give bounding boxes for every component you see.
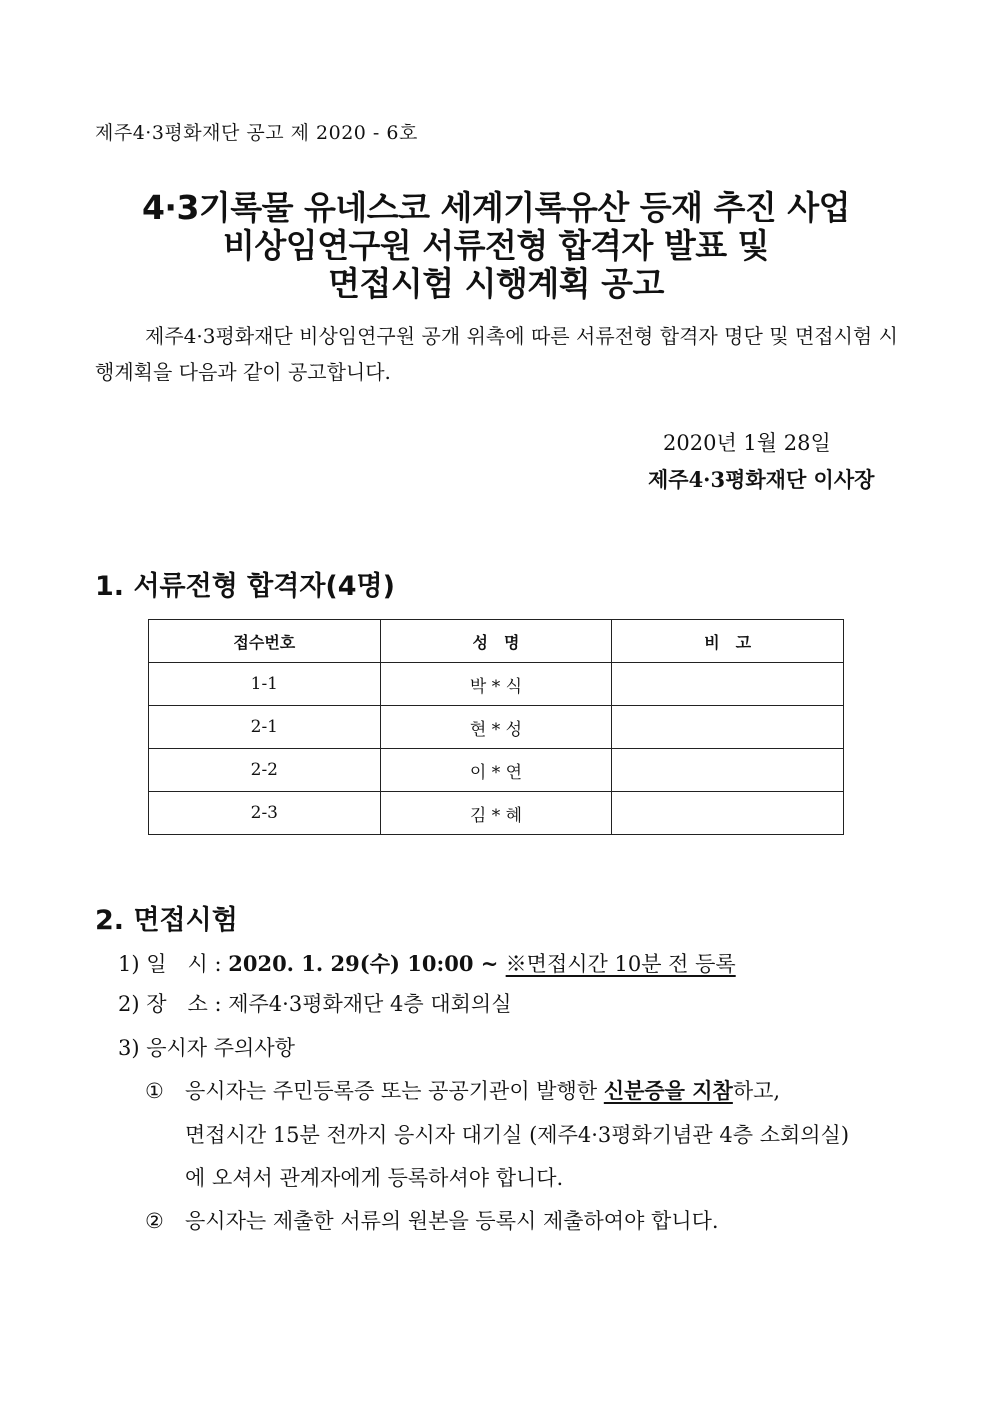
cell-name: 김 * 혜 [380,792,612,835]
cell-receipt-no: 2-2 [149,749,381,792]
cell-remarks [612,706,844,749]
caution-1-text-post: 하고, [732,1079,781,1103]
caution-1-line-2: 면접시간 15분 전까지 응시자 대기실 (제주4·3평화기념관 4층 소회의실) [185,1123,850,1147]
intro-paragraph: 제주4·3평화재단 비상임연구원 공개 위촉에 따른 서류전형 합격자 명단 및 면접시험 시행계획을 다음과 같이 공고합니다. [95,324,898,384]
caution-2-number: ② [145,1209,164,1233]
table-header-row [149,620,844,663]
interview-datetime [118,948,736,978]
cell-remarks [612,792,844,835]
caution-1-line-3: 에 오셔서 관계자에게 등록하셔야 합니다. [185,1166,564,1190]
applicant-cautions-heading: 3) 응시자 주의사항 [118,1036,295,1060]
cell-name: 이 * 연 [380,749,612,792]
table-row [149,663,844,706]
cell-remarks [612,749,844,792]
cell-receipt-no: 1-1 [149,663,381,706]
interview-location [118,988,512,1018]
datetime-note: ※면접시간 10분 전 등록 [505,952,736,976]
cell-name: 박 * 식 [380,663,612,706]
cell-receipt-no: 2-3 [149,792,381,835]
caution-1 [145,1075,780,1105]
notice-number: 제주4·3평화재단 공고 제 2020 - 6호 [95,122,418,144]
title-line-3: 면접시험 시행계획 공고 [328,264,664,303]
caution-2 [145,1205,719,1235]
header-remarks: 비 고 [612,620,844,663]
notice-date: 2020년 1월 28일 [663,431,831,455]
cell-name: 현 * 성 [380,706,612,749]
cell-receipt-no: 2-1 [149,706,381,749]
issuer: 제주4·3평화재단 이사장 [648,467,875,492]
cell-remarks [612,663,844,706]
table-row [149,706,844,749]
title-line-2: 비상임연구원 서류전형 합격자 발표 및 [222,226,769,265]
table-row [149,749,844,792]
caution-1-text-pre: 응시자는 주민등록증 또는 공공기관이 발행한 [185,1079,604,1103]
caution-1-number: ① [145,1079,164,1103]
section-2-title: 2. 면접시험 [95,905,238,936]
datetime-label: 1) 일 시 : [118,952,229,976]
passed-applicants-table [148,619,844,835]
header-name: 성 명 [380,620,612,663]
datetime-value: 2020. 1. 29(수) 10:00 ~ [228,951,506,976]
location-value: 제주4·3평화재단 4층 대회의실 [228,992,512,1016]
section-1-title: 1. 서류전형 합격자(4명) [95,571,395,602]
table-row [149,792,844,835]
caution-1-emphasis: 신분증을 지참 [603,1078,733,1103]
caution-2-text: 응시자는 제출한 서류의 원본을 등록시 제출하여야 합니다. [185,1209,719,1233]
title-line-1: 4·3기록물 유네스코 세계기록유산 등재 추진 사업 [141,188,851,227]
location-label: 2) 장 소 : [118,992,229,1016]
header-receipt-no: 접수번호 [149,620,381,663]
